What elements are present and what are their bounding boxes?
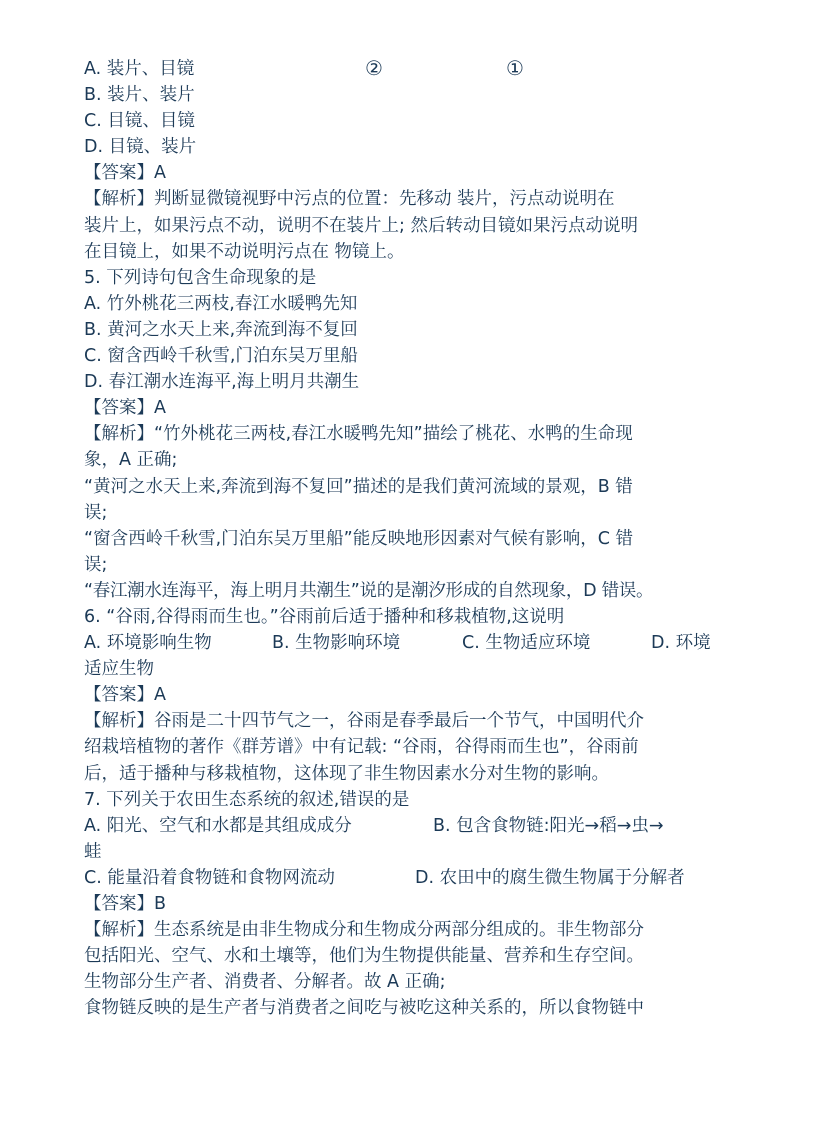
q4-analysis-line-3: 在目镜上，如果不动说明污点在 物镜上。 (84, 241, 405, 262)
q7-option-c: C. 能量沿着食物链和食物网流动 (84, 867, 335, 888)
q7-option-b-continued: 蛙 (84, 841, 102, 862)
q6-stem: 6. “谷雨,谷得雨而生也。”谷雨前后适于播种和移栽植物,这说明 (84, 606, 565, 627)
q4-option-b: B. 装片、装片 (84, 85, 195, 106)
q5-stem: 5. 下列诗句包含生命现象的是 (84, 267, 317, 288)
document-body (84, 56, 734, 1021)
q6-option-a: A. 环境影响生物 (84, 633, 212, 654)
q4-analysis-line-2: 装片上，如果污点不动，说明不在装片上; 然后转动目镜如果污点动说明 (84, 215, 638, 236)
q5-analysis-line-1: 【解析】“竹外桃花三两枝,春江水暖鸭先知”描绘了桃花、水鸭的生命现 (84, 424, 633, 445)
q7-option-d: D. 农田中的腐生微生物属于分解者 (415, 867, 685, 888)
q6-option-c: C. 生物适应环境 (462, 633, 591, 654)
q5-option-a: A. 竹外桃花三两枝,春江水暖鸭先知 (84, 293, 358, 314)
q7-analysis-line-1: 【解析】生态系统是由非生物成分和生物成分两部分组成的。非生物部分 (84, 920, 644, 941)
q4-option-d: D. 目镜、装片 (84, 137, 197, 158)
q6-option-d-continued: 适应生物 (84, 659, 154, 680)
q7-option-b: B. 包含食物链:阳光→稻→虫→ (433, 815, 664, 836)
q5-analysis-line-5: “窗含西岭千秋雪,门泊东吴万里船”能反映地形因素对气候有影响，C 错 (84, 528, 633, 549)
q7-analysis-line-2: 包括阳光、空气、水和土壤等，他们为生物提供能量、营养和生存空间。 (84, 946, 644, 967)
q6-answer: 【答案】A (84, 685, 166, 706)
circled-marker-2: ② (365, 56, 383, 80)
q5-option-d: D. 春江潮水连海平,海上明月共潮生 (84, 372, 360, 393)
q6-option-b: B. 生物影响环境 (272, 633, 401, 654)
q6-option-d: D. 环境 (651, 633, 711, 654)
q6-analysis-line-3: 后，适于播种与移栽植物，这体现了非生物因素水分对生物的影响。 (84, 763, 609, 784)
q5-option-b: B. 黄河之水天上来,奔流到海不复回 (84, 319, 358, 340)
q6-options-row (84, 630, 734, 656)
q7-options-row-1 (84, 813, 734, 839)
circled-marker-1: ① (506, 56, 524, 80)
q4-option-c: C. 目镜、目镜 (84, 111, 195, 132)
q5-analysis-line-7: “春江潮水连海平，海上明月共潮生”说的是潮汐形成的自然现象，D 错误。 (84, 580, 654, 601)
q7-options-row-2 (84, 865, 734, 891)
q7-analysis-line-3: 生物部分生产者、消费者、分解者。故 A 正确; (84, 972, 446, 993)
q7-answer: 【答案】B (84, 894, 167, 914)
q7-analysis-line-4: 食物链反映的是生产者与消费者之间吃与被吃这种关系的，所以食物链中 (84, 998, 644, 1019)
q4-option-a: A. 装片、目镜 (84, 59, 195, 79)
q5-analysis-line-6: 误; (84, 554, 108, 575)
q5-analysis-line-4: 误; (84, 502, 108, 523)
q5-analysis-line-3: “黄河之水天上来,奔流到海不复回”描述的是我们黄河流域的景观，B 错 (84, 476, 633, 497)
q5-answer: 【答案】A (84, 398, 166, 419)
q5-option-c: C. 窗含西岭千秋雪,门泊东吴万里船 (84, 346, 358, 367)
q6-analysis-line-2: 绍栽培植物的著作《群芳谱》中有记载: “谷雨，谷得雨而生也”，谷雨前 (84, 737, 639, 758)
q5-analysis-line-2: 象，A 正确; (84, 450, 178, 471)
q6-analysis-line-1: 【解析】谷雨是二十四节气之一，谷雨是春季最后一个节气，中国明代介 (84, 711, 644, 732)
q4-analysis-line-1: 【解析】判断显微镜视野中污点的位置：先移动 装片，污点动说明在 (84, 189, 615, 210)
q7-option-a: A. 阳光、空气和水都是其组成成分 (84, 815, 352, 836)
q7-stem: 7. 下列关于农田生态系统的叙述,错误的是 (84, 789, 410, 810)
q4-answer: 【答案】A (84, 163, 166, 184)
